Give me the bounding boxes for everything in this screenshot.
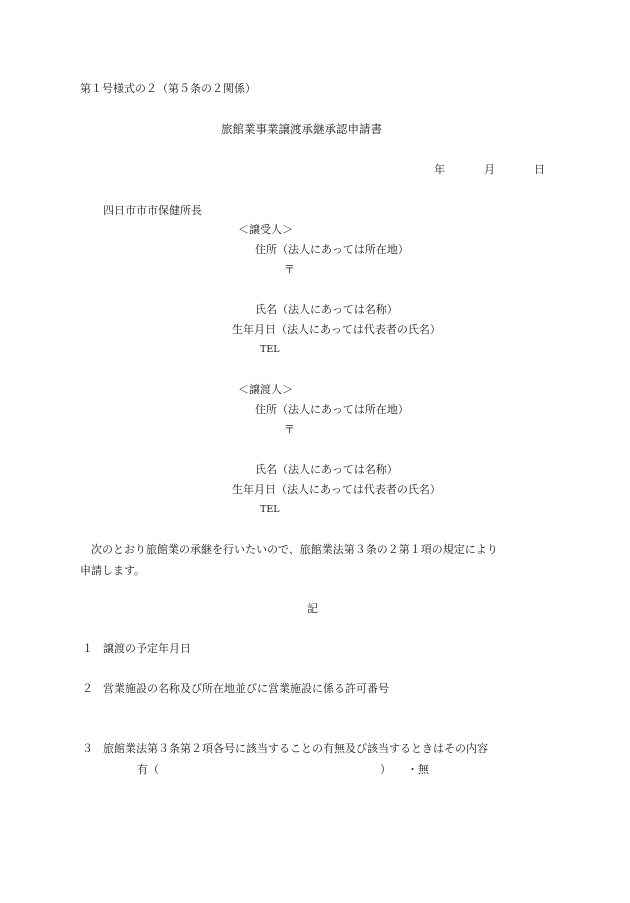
date-day: 日 <box>534 163 545 176</box>
date-month: 月 <box>484 163 495 176</box>
item-2-number: ２ <box>82 682 93 695</box>
transferor-birth-label: 生年月日（法人にあっては代表者の氏名） <box>232 483 441 496</box>
transferor-tel-label: TEL <box>260 504 280 515</box>
yes-option-close-paren: ） <box>380 763 391 776</box>
item-1-text: 譲渡の予定年月日 <box>103 642 191 655</box>
item-2-text: 営業施設の名称及び所在地並びに営業施設に係る許可番号 <box>103 682 389 695</box>
transferor-name-label: 氏名（法人にあっては名称） <box>255 463 398 476</box>
transferor-postal-mark: 〒 <box>284 423 295 436</box>
transferee-heading: ＜譲受人＞ <box>238 223 293 236</box>
transferor-heading: ＜譲渡人＞ <box>238 383 293 396</box>
transferor-address-label: 住所（法人にあっては所在地） <box>255 403 409 416</box>
transferee-name-label: 氏名（法人にあっては名称） <box>255 303 398 316</box>
no-option-label: ・無 <box>407 763 429 776</box>
document-title: 旅館業事業譲渡承継承認申請書 <box>221 122 382 136</box>
date-year: 年 <box>434 163 445 176</box>
transferee-postal-mark: 〒 <box>284 263 295 276</box>
ki-heading: 記 <box>307 602 318 615</box>
item-3-number: ３ <box>82 742 93 755</box>
transferee-address-label: 住所（法人にあっては所在地） <box>255 243 409 256</box>
body-text-line-1: 次のとおり旅館業の承継を行いたいので、旅館業法第３条の２第１項の規定により <box>91 543 498 556</box>
form-number: 第１号様式の２（第５条の２関係） <box>80 82 256 95</box>
item-3-text: 旅館業法第３条第２項各号に該当することの有無及び該当するときはその内容 <box>103 742 488 755</box>
body-text-line-2: 申請します。 <box>80 564 146 577</box>
yes-option-label: 有（ <box>137 763 159 776</box>
transferee-birth-label: 生年月日（法人にあっては代表者の氏名） <box>232 323 441 336</box>
recipient: 四日市市市保健所長 <box>103 204 202 217</box>
transferee-tel-label: TEL <box>260 344 280 355</box>
item-1-number: １ <box>82 642 93 655</box>
